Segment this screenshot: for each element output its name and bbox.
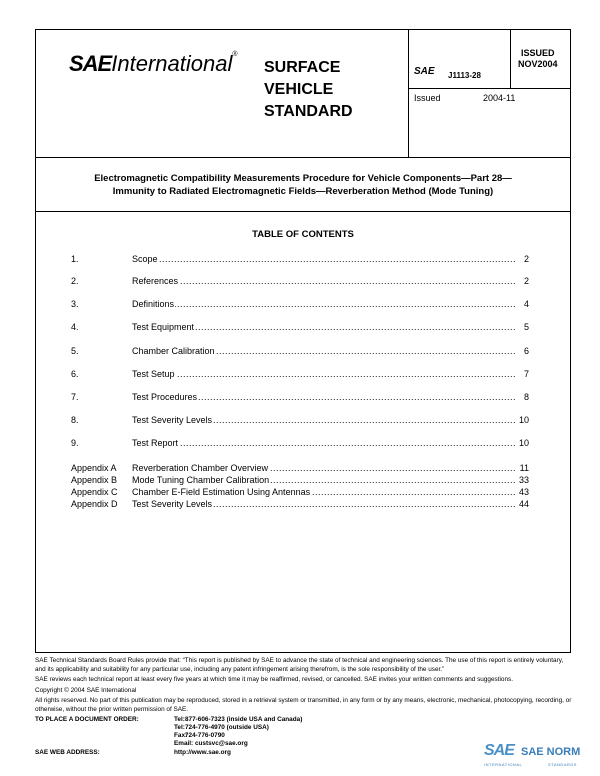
toc-entry[interactable]	[71, 392, 529, 404]
toc-entry-label-wrap	[132, 499, 515, 509]
toc-entry-page: 4	[515, 299, 529, 309]
toc-entry-page: 2	[515, 276, 529, 286]
toc-entry-page: 5	[515, 322, 529, 332]
toc-entry-number: 5.	[71, 346, 79, 356]
issued-box	[518, 48, 558, 70]
toc-entry-label-wrap	[132, 392, 515, 402]
toc-entry-number: Appendix D	[71, 499, 118, 509]
toc-entry[interactable]	[71, 415, 529, 427]
toc-entry-page: 7	[515, 369, 529, 379]
toc-entry-label-wrap	[132, 369, 515, 379]
toc-entry-label: Mode Tuning Chamber Calibration	[132, 475, 270, 485]
toc-entry-label-wrap	[132, 322, 515, 332]
toc-entry-number: 2.	[71, 276, 79, 286]
issued-date-top: NOV2004	[518, 59, 558, 69]
toc-entry-number: 9.	[71, 438, 79, 448]
toc-entry-label-wrap	[132, 415, 515, 425]
standard-type-line2: VEHICLE	[264, 81, 334, 98]
tel2-label: Tel:	[174, 724, 185, 731]
toc-entry-label: Chamber E-Field Estimation Using Antennas	[132, 487, 311, 497]
toc-entry-number: Appendix B	[71, 475, 118, 485]
standard-type-line3: STANDARD	[264, 103, 353, 120]
toc-entry-label: Test Setup	[132, 369, 175, 379]
toc-entry-page: 11	[515, 463, 529, 473]
sae-norm-logo	[484, 742, 584, 770]
toc-entry-page: 10	[515, 415, 529, 425]
footer-review: SAE reviews each technical report at least every five years at which time it may be reaffirmed, revised, or cancelled. SAE invites your written comments and suggestions.	[35, 676, 513, 684]
toc-entry-label: Test Severity Levels	[132, 499, 213, 509]
footer-rights: All rights reserved. No part of this publication may be reproduced, stored in a retrieval system or transmitted, in any form or by any means, electronic, mechanical, photocopying, recording, or otherwise, without the prior written permission of SAE.	[35, 697, 572, 713]
toc-entry-page: 8	[515, 392, 529, 402]
toc-entry[interactable]	[71, 322, 529, 334]
document-title-line1: Electromagnetic Compatibility Measurements Procedure for Vehicle Components—Part 28—	[94, 173, 512, 184]
tel-label: Tel:	[174, 716, 185, 723]
toc-entry-label: Scope	[132, 254, 158, 264]
standard-type-line1: SURFACE	[264, 59, 341, 76]
toc-entry-label-wrap	[132, 475, 515, 485]
toc-entry[interactable]	[71, 299, 529, 311]
footer-copyright: Copyright © 2004 SAE International	[35, 686, 137, 694]
toc-entry[interactable]	[71, 369, 529, 381]
toc-entry-label: Test Report	[132, 438, 179, 448]
issued-label: Issued	[414, 93, 441, 103]
toc-entry-page: 33	[515, 475, 529, 485]
issued-box-bottom	[408, 88, 571, 89]
web-label: SAE WEB ADDRESS:	[35, 749, 100, 756]
doc-number: J1113-28	[448, 71, 481, 80]
title-divider	[35, 211, 571, 212]
toc-entry-page: 6	[515, 346, 529, 356]
toc-entry-label: Test Severity Levels	[132, 415, 213, 425]
toc-entry-label-wrap	[132, 254, 515, 264]
toc-entry-label-wrap	[132, 487, 515, 497]
toc-entry-label: Chamber Calibration	[132, 346, 215, 356]
sae-norm-sub2: STANDARDS	[548, 762, 577, 767]
fax-label: Fax:	[174, 732, 188, 739]
toc-entry-label: Test Procedures	[132, 392, 198, 402]
toc-entry[interactable]	[71, 463, 529, 475]
header-divider	[35, 157, 571, 158]
header-vertical-divider	[408, 29, 409, 157]
toc-entry-number: 1.	[71, 254, 79, 264]
issued-label-top: ISSUED	[521, 48, 555, 58]
toc-entry-number: Appendix A	[71, 463, 117, 473]
toc-entry[interactable]	[71, 499, 529, 511]
document-title	[36, 172, 570, 198]
toc-entry[interactable]	[71, 346, 529, 358]
toc-entry-label-wrap	[132, 463, 515, 473]
standard-type	[264, 57, 353, 123]
sae-norm-sub1: INTERNATIONAL	[484, 762, 523, 767]
issued-box-left	[510, 29, 511, 89]
toc-entry-label: References	[132, 276, 179, 286]
toc-entry[interactable]	[71, 438, 529, 450]
issued-row	[414, 93, 516, 103]
footer-notice	[35, 657, 575, 717]
issued-date: 2004-11	[483, 93, 516, 103]
fax-value: 724-776-0790	[185, 732, 225, 739]
document-title-line2: Immunity to Radiated Electromagnetic Fields—Reverberation Method (Mode Tuning)	[112, 186, 494, 197]
toc-entry-label-wrap	[132, 276, 515, 286]
toc-entry-label: Reverberation Chamber Overview	[132, 463, 269, 473]
sae-mini-logo: SAE	[414, 66, 435, 77]
toc-entry-page: 2	[515, 254, 529, 264]
toc-entry-label-wrap	[132, 346, 515, 356]
toc-entry-number: 7.	[71, 392, 79, 402]
toc-entry-label-wrap	[132, 438, 515, 448]
sae-international-logo: SAEInternational®	[69, 51, 238, 76]
toc-entry[interactable]	[71, 487, 529, 499]
tel-value: 877-606-7323 (inside USA and Canada)	[185, 716, 303, 723]
toc-entry-page: 44	[515, 499, 529, 509]
sae-norm-mark: SAE	[484, 742, 514, 759]
toc-heading: TABLE OF CONTENTS	[252, 229, 354, 240]
toc-entry-label: Definitions	[132, 299, 175, 309]
sae-norm-name: SAE NORM	[521, 746, 581, 758]
toc-entry[interactable]	[71, 276, 529, 288]
order-label: TO PLACE A DOCUMENT ORDER:	[35, 716, 139, 723]
toc-entry-number: Appendix C	[71, 487, 118, 497]
toc-entry-number: 4.	[71, 322, 79, 332]
footer-rules: SAE Technical Standards Board Rules provide that: “This report is published by SAE to advance the state of technical and engineering sciences. The use of this report is entirely voluntary, and its applicability and suitability for any particular use, including any patent infringement arising therefrom, is the sole responsibility of the user.”	[35, 657, 564, 673]
toc-entry[interactable]	[71, 254, 529, 266]
email-value[interactable]: Email: custsvc@sae.org	[174, 740, 248, 747]
toc-entry[interactable]	[71, 475, 529, 487]
toc-entry-page: 10	[515, 438, 529, 448]
toc-entry-number: 3.	[71, 299, 79, 309]
toc-entry-page: 43	[515, 487, 529, 497]
toc-entry-label: Test Equipment	[132, 322, 195, 332]
toc-entry-number: 8.	[71, 415, 79, 425]
toc-entry-number: 6.	[71, 369, 79, 379]
toc-entry-label-wrap	[132, 299, 515, 309]
web-value[interactable]: http://www.sae.org	[174, 749, 231, 756]
tel2-value: 724-776-4970 (outside USA)	[185, 724, 269, 731]
